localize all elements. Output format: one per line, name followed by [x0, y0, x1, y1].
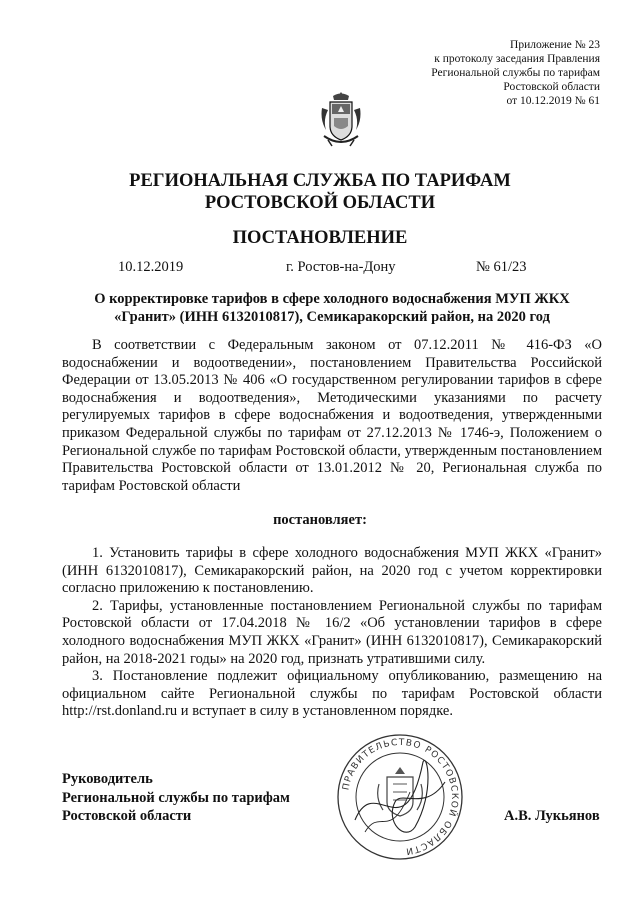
official-seal-stamp	[335, 732, 465, 862]
preamble	[62, 337, 602, 495]
signatory-title-line: Региональной службы по тарифам	[62, 789, 290, 806]
decree-item: 3. Постановление подлежит официальному опубликованию, размещению на официальном сайте Региональной службы по тарифам Ростовской области http://rst.donland.ru и вступает в силу в установленном порядке.	[62, 668, 602, 720]
signatory-title	[62, 770, 290, 826]
organization-title-region: РОСТОВСКОЙ ОБЛАСТИ	[204, 193, 436, 213]
appendix-line: к протоколу заседания Правления	[434, 53, 600, 65]
subject-line: «Гранит» (ИНН 6132010817), Семикаракорский район, на 2020 год	[114, 309, 550, 325]
decree-item: 1. Установить тарифы в сфере холодного водоснабжения МУП ЖКХ «Гранит» (ИНН 6132010817), Семикаракорский район, на 2020 год с учетом корректировки согласно приложению к постановлению.	[62, 545, 602, 597]
coat-of-arms-icon	[318, 90, 364, 150]
svg-text:ПРАВИТЕЛЬСТВО РОСТОВСКОЙ ОБЛАС: ПРАВИТЕЛЬСТВО РОСТОВСКОЙ ОБЛАСТИ	[341, 737, 460, 856]
decree-items	[62, 545, 602, 721]
appendix-line: от 10.12.2019 № 61	[506, 95, 600, 107]
document-date: 10.12.2019	[118, 259, 184, 275]
document-city: г. Ростов-на-Дону	[286, 259, 396, 275]
organization-title: РЕГИОНАЛЬНАЯ СЛУЖБА ПО ТАРИФАМ	[129, 171, 511, 191]
preamble-paragraph: В соответствии с Федеральным законом от 07.12.2011 № 416-ФЗ «О водоснабжении и водоотведении», постановлением Правительства Российской Федерации от 13.05.2013 № 406 «О государственном регулировании тарифов в сфере водоснабжения и водоотведения», Методическими указаниями по расчету регулируемых тарифов в сфере водоснабжения и водоотведения, утвержденными приказом Федеральной службы по тарифам от 27.12.2013 № 1746-э, Положением о Региональной службе по тарифам Ростовской области, утвержденным постановлением Правительства Ростовской области от 13.01.2012 № 20, Региональная служба по тарифам Ростовской области	[62, 337, 602, 494]
decree-word: постановляет:	[273, 512, 367, 528]
document-type: ПОСТАНОВЛЕНИЕ	[232, 228, 408, 248]
appendix-line: Ростовской области	[503, 81, 600, 93]
document-subject	[62, 290, 602, 326]
decree-item: 2. Тарифы, установленные постановлением Региональной службы по тарифам Ростовской области от 17.04.2018 № 16/2 «Об установлении тарифов в сфере холодного водоснабжения МУП ЖКХ «Гранит» (ИНН 6132010817), Семикаракорский район, на 2018-2021 годы» на 2020 год, признать утратившими силу.	[62, 597, 602, 667]
subject-line: О корректировке тарифов в сфере холодного водоснабжения МУП ЖКХ	[94, 291, 570, 307]
document-number: № 61/23	[476, 259, 527, 275]
appendix-note	[370, 38, 600, 108]
signatory-title-line: Руководитель	[62, 771, 153, 787]
appendix-line: Региональной службы по тарифам	[431, 67, 600, 79]
appendix-line: Приложение № 23	[510, 39, 600, 51]
signatory-title-line: Ростовской области	[62, 808, 192, 824]
signatory-name: А.В. Лукьянов	[504, 808, 600, 824]
